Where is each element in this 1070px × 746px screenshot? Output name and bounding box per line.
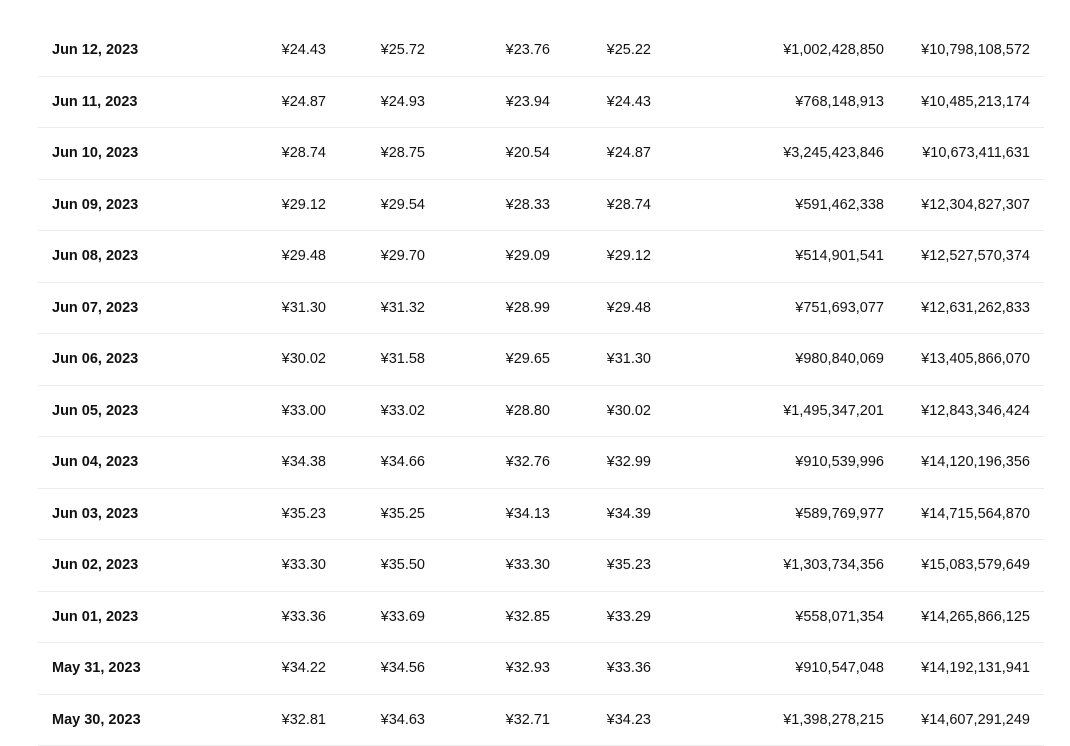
low-price-cell: ¥32.85 — [506, 609, 550, 625]
volume-cell: ¥591,462,338 — [795, 197, 884, 213]
low-price-cell: ¥34.13 — [506, 506, 550, 522]
close-price-cell: ¥34.39 — [607, 506, 651, 522]
date-cell: Jun 01, 2023 — [52, 609, 138, 625]
date-cell: Jun 04, 2023 — [52, 454, 138, 470]
volume-cell: ¥1,398,278,215 — [783, 712, 884, 728]
high-price-cell: ¥33.02 — [381, 403, 425, 419]
open-price-cell: ¥31.30 — [282, 300, 326, 316]
table-row — [38, 231, 1044, 283]
close-price-cell: ¥33.36 — [607, 660, 651, 676]
low-price-cell: ¥32.71 — [506, 712, 550, 728]
low-price-cell: ¥23.94 — [506, 94, 550, 110]
date-cell: Jun 06, 2023 — [52, 351, 138, 367]
date-cell: Jun 07, 2023 — [52, 300, 138, 316]
close-price-cell: ¥30.02 — [607, 403, 651, 419]
date-cell: Jun 09, 2023 — [52, 197, 138, 213]
high-price-cell: ¥25.72 — [381, 42, 425, 58]
close-price-cell: ¥29.48 — [607, 300, 651, 316]
date-cell: Jun 10, 2023 — [52, 145, 138, 161]
low-price-cell: ¥28.33 — [506, 197, 550, 213]
close-price-cell: ¥32.99 — [607, 454, 651, 470]
table-row — [38, 180, 1044, 232]
low-price-cell: ¥20.54 — [506, 145, 550, 161]
volume-cell: ¥558,071,354 — [795, 609, 884, 625]
table-row — [38, 25, 1044, 77]
open-price-cell: ¥24.87 — [282, 94, 326, 110]
high-price-cell: ¥29.54 — [381, 197, 425, 213]
market-cap-cell: ¥14,120,196,356 — [921, 454, 1030, 470]
open-price-cell: ¥29.12 — [282, 197, 326, 213]
open-price-cell: ¥33.30 — [282, 557, 326, 573]
date-cell: Jun 11, 2023 — [52, 94, 137, 110]
market-cap-cell: ¥14,607,291,249 — [921, 712, 1030, 728]
high-price-cell: ¥34.63 — [381, 712, 425, 728]
close-price-cell: ¥29.12 — [607, 248, 651, 264]
market-cap-cell: ¥10,485,213,174 — [921, 94, 1030, 110]
close-price-cell: ¥28.74 — [607, 197, 651, 213]
volume-cell: ¥589,769,977 — [795, 506, 884, 522]
table-row — [38, 489, 1044, 541]
volume-cell: ¥910,539,996 — [795, 454, 884, 470]
market-cap-cell: ¥14,265,866,125 — [921, 609, 1030, 625]
high-price-cell: ¥31.58 — [381, 351, 425, 367]
market-cap-cell: ¥12,527,570,374 — [921, 248, 1030, 264]
table-row — [38, 77, 1044, 129]
table-row — [38, 128, 1044, 180]
market-cap-cell: ¥10,673,411,631 — [922, 145, 1030, 161]
high-price-cell: ¥33.69 — [381, 609, 425, 625]
table-row — [38, 386, 1044, 438]
table-row — [38, 283, 1044, 335]
table-row — [38, 334, 1044, 386]
close-price-cell: ¥31.30 — [607, 351, 651, 367]
high-price-cell: ¥29.70 — [381, 248, 425, 264]
open-price-cell: ¥28.74 — [282, 145, 326, 161]
open-price-cell: ¥34.38 — [282, 454, 326, 470]
high-price-cell: ¥24.93 — [381, 94, 425, 110]
close-price-cell: ¥33.29 — [607, 609, 651, 625]
historical-data-table — [38, 25, 1044, 746]
volume-cell: ¥910,547,048 — [795, 660, 884, 676]
low-price-cell: ¥29.65 — [506, 351, 550, 367]
date-cell: Jun 05, 2023 — [52, 403, 138, 419]
table-row — [38, 540, 1044, 592]
close-price-cell: ¥35.23 — [607, 557, 651, 573]
market-cap-cell: ¥14,715,564,870 — [921, 506, 1030, 522]
high-price-cell: ¥35.50 — [381, 557, 425, 573]
volume-cell: ¥1,495,347,201 — [783, 403, 884, 419]
open-price-cell: ¥33.00 — [282, 403, 326, 419]
high-price-cell: ¥34.56 — [381, 660, 425, 676]
low-price-cell: ¥29.09 — [506, 248, 550, 264]
table-row — [38, 437, 1044, 489]
market-cap-cell: ¥14,192,131,941 — [921, 660, 1030, 676]
market-cap-cell: ¥13,405,866,070 — [921, 351, 1030, 367]
market-cap-cell: ¥10,798,108,572 — [921, 42, 1030, 58]
high-price-cell: ¥28.75 — [381, 145, 425, 161]
volume-cell: ¥980,840,069 — [795, 351, 884, 367]
low-price-cell: ¥32.93 — [506, 660, 550, 676]
open-price-cell: ¥24.43 — [282, 42, 326, 58]
low-price-cell: ¥28.80 — [506, 403, 550, 419]
low-price-cell: ¥32.76 — [506, 454, 550, 470]
open-price-cell: ¥32.81 — [282, 712, 326, 728]
volume-cell: ¥514,901,541 — [795, 248, 884, 264]
date-cell: Jun 12, 2023 — [52, 42, 138, 58]
volume-cell: ¥3,245,423,846 — [783, 145, 884, 161]
open-price-cell: ¥30.02 — [282, 351, 326, 367]
table-row — [38, 643, 1044, 695]
close-price-cell: ¥34.23 — [607, 712, 651, 728]
low-price-cell: ¥28.99 — [506, 300, 550, 316]
market-cap-cell: ¥15,083,579,649 — [921, 557, 1030, 573]
close-price-cell: ¥25.22 — [607, 42, 651, 58]
high-price-cell: ¥31.32 — [381, 300, 425, 316]
volume-cell: ¥1,303,734,356 — [783, 557, 884, 573]
date-cell: May 30, 2023 — [52, 712, 141, 728]
market-cap-cell: ¥12,843,346,424 — [921, 403, 1030, 419]
date-cell: Jun 08, 2023 — [52, 248, 138, 264]
open-price-cell: ¥35.23 — [282, 506, 326, 522]
volume-cell: ¥768,148,913 — [795, 94, 884, 110]
high-price-cell: ¥35.25 — [381, 506, 425, 522]
volume-cell: ¥751,693,077 — [795, 300, 884, 316]
volume-cell: ¥1,002,428,850 — [783, 42, 884, 58]
table-row — [38, 695, 1044, 746]
market-cap-cell: ¥12,631,262,833 — [921, 300, 1030, 316]
low-price-cell: ¥33.30 — [506, 557, 550, 573]
low-price-cell: ¥23.76 — [506, 42, 550, 58]
close-price-cell: ¥24.87 — [607, 145, 651, 161]
open-price-cell: ¥33.36 — [282, 609, 326, 625]
open-price-cell: ¥29.48 — [282, 248, 326, 264]
date-cell: Jun 02, 2023 — [52, 557, 138, 573]
table-row — [38, 592, 1044, 644]
high-price-cell: ¥34.66 — [381, 454, 425, 470]
market-cap-cell: ¥12,304,827,307 — [921, 197, 1030, 213]
open-price-cell: ¥34.22 — [282, 660, 326, 676]
close-price-cell: ¥24.43 — [607, 94, 651, 110]
date-cell: Jun 03, 2023 — [52, 506, 138, 522]
date-cell: May 31, 2023 — [52, 660, 141, 676]
